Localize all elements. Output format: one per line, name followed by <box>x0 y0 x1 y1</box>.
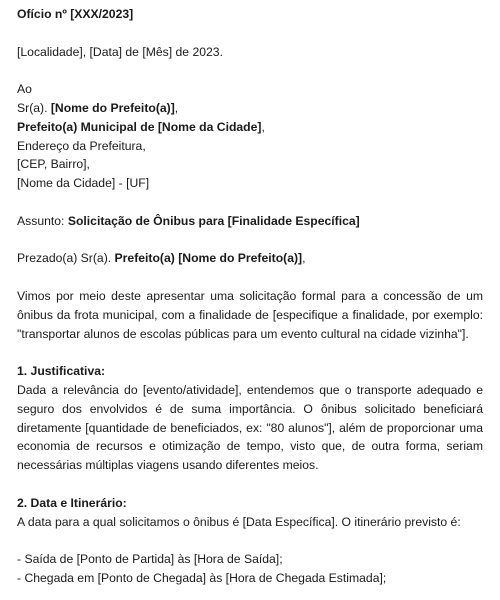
section-heading-justificativa: 1. Justificativa: <box>17 364 106 379</box>
recipient-cep: [CEP, Bairro], <box>17 157 90 172</box>
section-heading-itinerario: 2. Data e Itinerário: <box>17 495 127 510</box>
date-line: [Localidade], [Data] de [Mês] de 2023. <box>17 44 223 59</box>
recipient-ao: Ao <box>17 82 32 97</box>
recipient-title-line: Prefeito(a) Municipal de [Nome da Cidade], <box>17 119 265 134</box>
recipient-address: Endereço da Prefeitura, <box>17 138 146 153</box>
recipient-name-line: Sr(a). [Nome do Prefeito(a)], <box>17 100 179 115</box>
intro-paragraph: Vimos por meio deste apresentar uma solicitação formal para a concessão de um ônibus da frota municipal, com a finalidade de [especifique a finalidade, por exemplo: "transportar alunos de escolas públicas para um evento cultural na cidade vizinha"]. <box>17 288 483 341</box>
subject-line: Assunto: Solicitação de Ônibus para [Finalidade Específica] <box>17 213 360 228</box>
itinerario-paragraph: A data para a qual solicitamos o ônibus é [Data Específica]. O itinerário previsto é: <box>17 514 461 529</box>
itinerario-item: - Saída de [Ponto de Partida] às [Hora de Saída]; <box>17 552 283 567</box>
itinerario-item: - Chegada em [Ponto de Chegada] às [Hora de Chegada Estimada]; <box>17 570 387 585</box>
greeting-line: Prezado(a) Sr(a). Prefeito(a) [Nome do Prefeito(a)], <box>17 251 306 266</box>
recipient-city: [Nome da Cidade] - [UF] <box>17 176 150 191</box>
oficio-number: Ofício nº [XXX/2023] <box>17 7 134 21</box>
justificativa-paragraph: Dada a relevância do [evento/atividade], entendemos que o transporte adequado e seguro dos envolvidos é de suma importância. O ônibus solicitado beneficiará diretamente [quantidade de beneficiados, ex: "80 alunos"], além de proporcionar uma economia de recursos e otimização de tempo, visto que, de outra forma, seriam necessárias múltiplas viagens usando diferentes meios. <box>17 382 483 473</box>
